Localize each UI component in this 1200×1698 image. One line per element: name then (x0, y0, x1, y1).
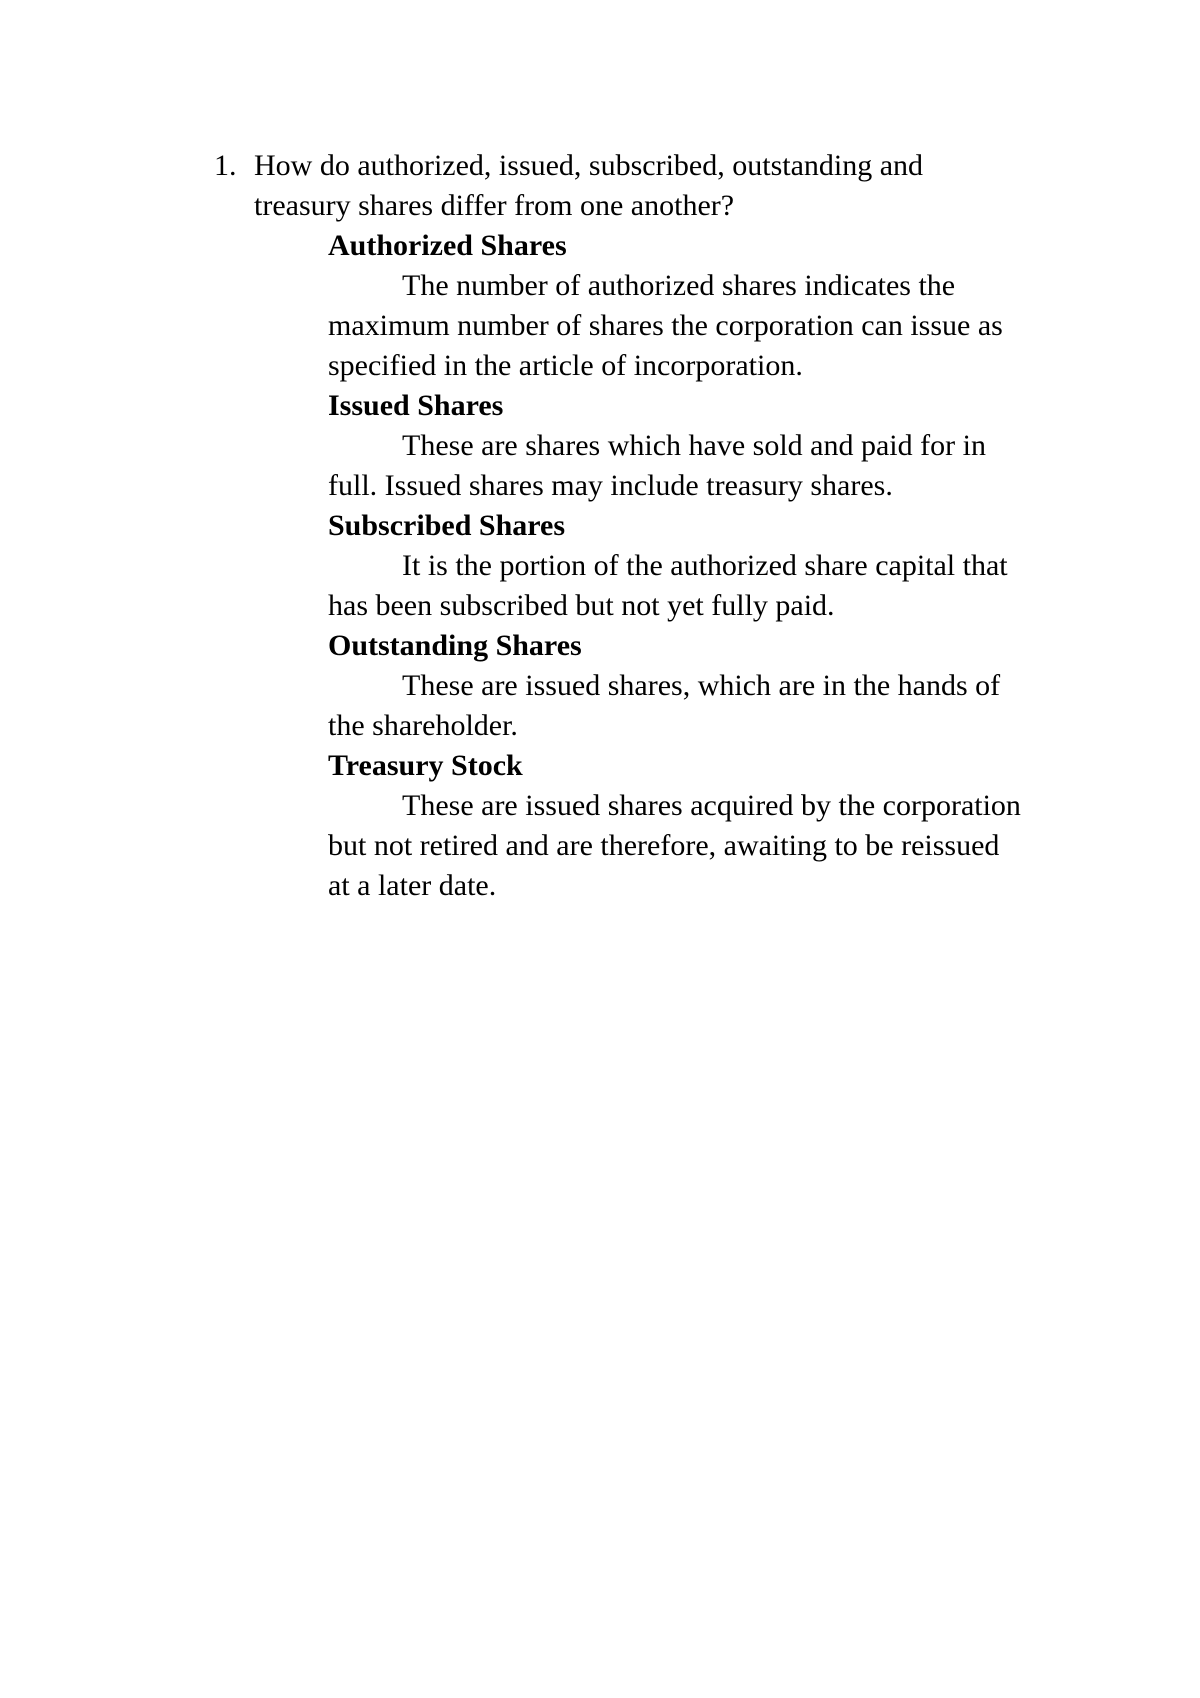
section-body: These are issued shares, which are in the hands of the shareholder. (328, 669, 1001, 742)
question-item (214, 146, 1074, 226)
section-body: These are issued shares acquired by the corporation but not retired and are therefore, awaiting to be reissued at a later date. (328, 789, 1021, 902)
section-heading: Issued Shares (328, 389, 504, 422)
section-heading: Outstanding Shares (328, 629, 582, 662)
section-body: These are shares which have sold and paid for in full. Issued shares may include treasury shares. (328, 429, 986, 502)
section-outstanding-shares (328, 626, 1028, 746)
section-treasury-stock (328, 746, 1028, 906)
section-heading: Authorized Shares (328, 229, 567, 262)
section-heading: Treasury Stock (328, 749, 523, 782)
question-text: How do authorized, issued, subscribed, outstanding and treasury shares differ from one another? (254, 149, 924, 222)
question-number: 1. (214, 149, 237, 182)
section-authorized-shares (328, 226, 1028, 386)
section-subscribed-shares (328, 506, 1028, 626)
section-body: The number of authorized shares indicates the maximum number of shares the corporation can issue as specified in the article of incorporation. (328, 269, 1003, 382)
section-issued-shares (328, 386, 1028, 506)
answer-sections (328, 226, 1028, 906)
section-heading: Subscribed Shares (328, 509, 566, 542)
section-body: It is the portion of the authorized share capital that has been subscribed but not yet fully paid. (328, 549, 1008, 622)
